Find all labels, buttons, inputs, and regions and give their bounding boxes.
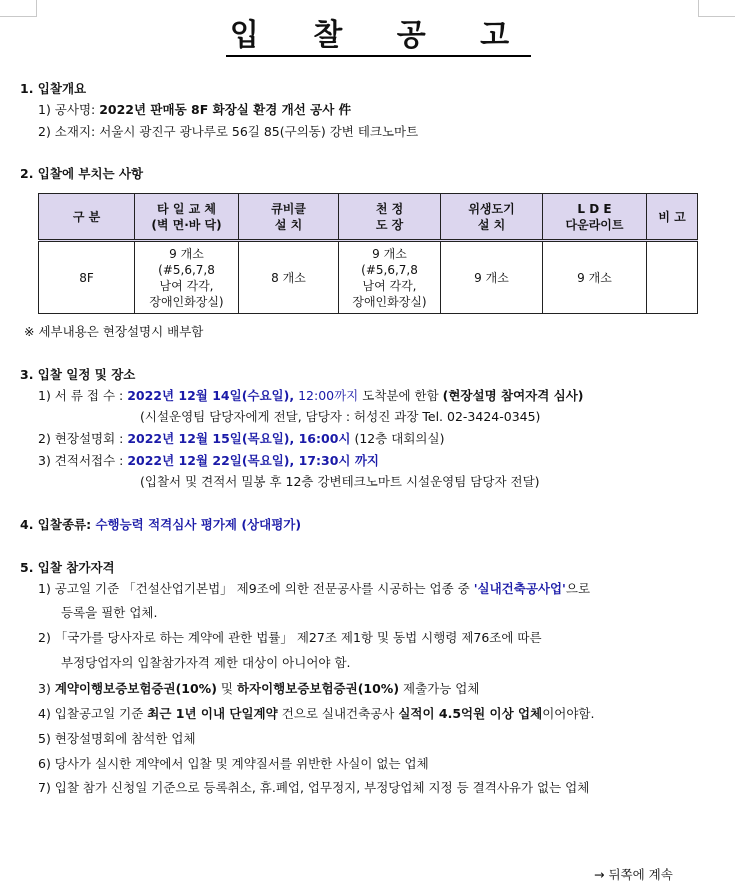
section-1-heading: 1. 입찰개요 — [20, 81, 87, 96]
table-header-cell: 큐비클 설 치 — [239, 194, 339, 241]
table-header-row — [39, 194, 698, 241]
qualification-item: 7) 입찰 참가 신청일 기준으로 등록취소, 휴.폐업, 업무정지, 부정당업체 지정 등 결격사유가 없는 업체 — [38, 780, 590, 795]
table-header-cell: 천 정 도 장 — [339, 194, 441, 241]
qualification-item: 4) 입찰공고일 기준 최근 1년 이내 단일계약 건으로 실내건축공사 실적이 4.5억원 이상 업체이어야함. — [38, 706, 595, 721]
section-2-heading: 2. 입찰에 부치는 사항 — [20, 166, 144, 181]
table-cell: 8 개소 — [239, 241, 339, 314]
qualification-item: 2) 「국가를 당사자로 하는 계약에 관한 법률」 제27조 제1항 및 동법 시행령 제76조에 따른 — [38, 630, 542, 645]
table-header-cell: 구 분 — [39, 194, 135, 241]
qualification-item: 5) 현장설명회에 참석한 업체 — [38, 731, 196, 746]
location-line: 2) 소재지: 서울시 광진구 광나루로 56길 85(구의동) 강변 테크노마트 — [38, 124, 419, 139]
table-cell: 9 개소 — [441, 241, 543, 314]
qualification-item: 3) 계약이행보증보험증권(10%) 및 하자이행보증보험증권(10%) 제출가능 업체 — [38, 681, 480, 696]
qualification-item-cont: 등록을 필한 업체. — [61, 605, 158, 620]
continued-note: → 뒤쪽에 계속 — [594, 867, 673, 882]
qualification-item: 1) 공고일 기준 「건설산업기본법」 제9조에 의한 전문공사를 시공하는 업종 중 '실내건축공사업'으로 — [38, 581, 591, 596]
page-title: 입 찰 공 고 — [0, 10, 735, 54]
table-cell — [647, 241, 698, 314]
table-header-cell: L D E 다운라이트 — [543, 194, 647, 241]
submission-contact: (시설운영팀 담당자에게 전달, 담당자 : 허성진 과장 Tel. 02-3424-0345) — [140, 409, 541, 424]
table-cell: 9 개소 (#5,6,7,8 남여 각각, 장애인화장실) — [339, 241, 441, 314]
table-header-cell: 위생도기 설 치 — [441, 194, 543, 241]
quote-submission-line: 3) 견적서접수 : 2022년 12월 22일(목요일), 17:30시 까지 — [38, 453, 379, 468]
project-name: 2022년 판매동 8F 화장실 환경 개선 공사 件 — [99, 102, 352, 117]
section-4-heading: 4. 입찰종류: 수행능력 적격심사 평가제 (상대평가) — [20, 517, 302, 532]
details-note: ※ 세부내용은 현장설명시 배부함 — [24, 324, 204, 339]
table-header-cell: 타 일 교 체 (벽 면·바 닥) — [135, 194, 239, 241]
table-cell: 9 개소 — [543, 241, 647, 314]
project-name-line: 1) 공사명: 2022년 판매동 8F 화장실 환경 개선 공사 件 — [38, 102, 352, 117]
section-3-heading: 3. 입찰 일정 및 장소 — [20, 367, 136, 382]
qualification-item-cont: 부정당업자의 입찰참가자격 제한 대상이 아니어야 함. — [61, 655, 351, 670]
quote-submission-note: (입찰서 및 견적서 밀봉 후 12층 강변테크노마트 시설운영팀 담당자 전달) — [140, 474, 540, 489]
table-header-cell: 비 고 — [647, 194, 698, 241]
table-row — [39, 241, 698, 314]
table-cell: 9 개소 (#5,6,7,8 남여 각각, 장애인화장실) — [135, 241, 239, 314]
bid-items-table — [38, 193, 698, 314]
bid-type-value: 수행능력 적격심사 평가제 (상대평가) — [95, 517, 302, 532]
qualification-item: 6) 당사가 실시한 계약에서 입찰 및 계약질서를 위반한 사실이 없는 업체 — [38, 756, 429, 771]
document-submission-line: 1) 서 류 접 수 : 2022년 12월 14일(수요일), 12:00까지 도착분에 한함 (현장설명 참여자격 심사) — [38, 388, 584, 403]
site-briefing-line: 2) 현장설명회 : 2022년 12월 15일(목요일), 16:00시 (12층 대회의실) — [38, 431, 445, 446]
table-cell: 8F — [39, 241, 135, 314]
section-5-heading: 5. 입찰 참가자격 — [20, 560, 115, 575]
